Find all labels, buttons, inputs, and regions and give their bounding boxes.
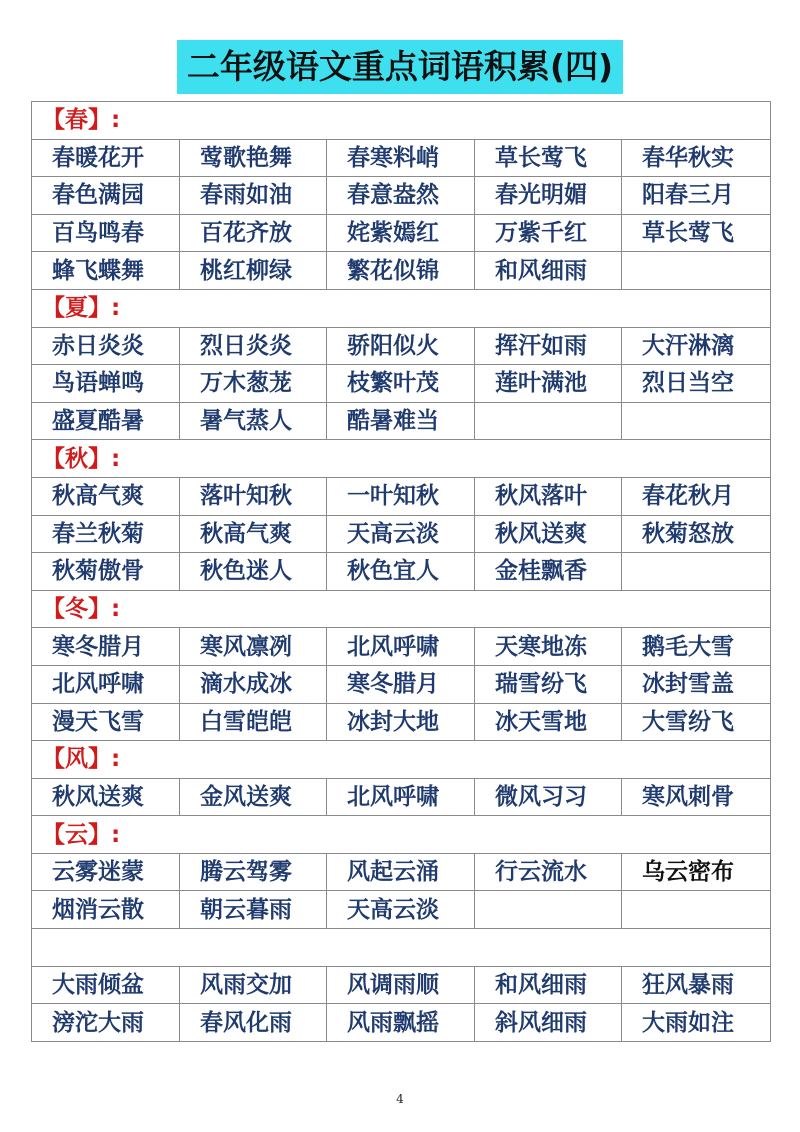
word-cell: 春寒料峭 [327,139,475,177]
word-cell: 微风习习 [475,778,622,816]
word-cell: 秋色宜人 [327,553,475,591]
word-cell: 春意盎然 [327,177,475,215]
section-header-row [32,102,771,140]
word-cell: 风起云涌 [327,853,475,891]
word-cell: 春花秋月 [622,477,771,515]
section-header-row [32,440,771,478]
word-cell: 狂风暴雨 [622,966,771,1004]
word-cell: 天寒地冻 [475,628,622,666]
section-heading: 【夏】: [32,289,771,327]
word-cell: 腾云驾雾 [180,853,327,891]
word-cell: 春色满园 [32,177,180,215]
section-heading: 【春】: [32,102,771,140]
word-cell: 漫天飞雪 [32,703,180,741]
word-cell: 春兰秋菊 [32,515,180,553]
word-cell: 风雨交加 [180,966,327,1004]
word-cell: 桃红柳绿 [180,252,327,290]
word-row [32,966,771,1004]
word-cell: 和风细雨 [475,966,622,1004]
word-cell: 寒风凛冽 [180,628,327,666]
word-cell: 秋风送爽 [32,778,180,816]
word-row [32,402,771,440]
word-row [32,365,771,403]
word-cell: 春暖花开 [32,139,180,177]
word-row [32,891,771,929]
word-cell: 一叶知秋 [327,477,475,515]
word-cell: 春风化雨 [180,1004,327,1042]
word-cell: 瑞雪纷飞 [475,665,622,703]
word-cell: 百鸟鸣春 [32,214,180,252]
word-cell: 鸟语蝉鸣 [32,365,180,403]
word-row [32,477,771,515]
section-heading: 【云】: [32,816,771,854]
word-cell: 风调雨顺 [327,966,475,1004]
word-cell: 天高云淡 [327,891,475,929]
word-cell: 盛夏酷暑 [32,402,180,440]
word-cell: 北风呼啸 [327,778,475,816]
word-cell: 冰封大地 [327,703,475,741]
word-cell: 草长莺飞 [475,139,622,177]
word-row [32,327,771,365]
word-cell: 莲叶满池 [475,365,622,403]
section-header-row [32,816,771,854]
word-cell: 烈日炎炎 [180,327,327,365]
word-cell: 百花齐放 [180,214,327,252]
section-heading [32,929,771,967]
word-cell: 白雪皑皑 [180,703,327,741]
word-cell: 繁花似锦 [327,252,475,290]
word-cell: 落叶知秋 [180,477,327,515]
word-cell: 万紫千红 [475,214,622,252]
word-cell: 大汗淋漓 [622,327,771,365]
word-row [32,665,771,703]
word-cell: 莺歌艳舞 [180,139,327,177]
word-cell: 蜂飞蝶舞 [32,252,180,290]
word-cell: 酷暑难当 [327,402,475,440]
word-cell: 秋风送爽 [475,515,622,553]
word-cell: 行云流水 [475,853,622,891]
word-cell: 骄阳似火 [327,327,475,365]
word-cell: 暑气蒸人 [180,402,327,440]
section-heading: 【冬】: [32,590,771,628]
word-cell: 金风送爽 [180,778,327,816]
word-row [32,703,771,741]
empty-cell [622,252,771,290]
word-cell: 滴水成冰 [180,665,327,703]
section-header-row [32,289,771,327]
word-cell: 和风细雨 [475,252,622,290]
word-cell: 秋色迷人 [180,553,327,591]
word-cell: 秋高气爽 [32,477,180,515]
word-cell: 斜风细雨 [475,1004,622,1042]
word-cell: 天高云淡 [327,515,475,553]
word-cell: 秋高气爽 [180,515,327,553]
word-row [32,139,771,177]
word-row [32,778,771,816]
word-cell: 秋风落叶 [475,477,622,515]
word-cell: 北风呼啸 [32,665,180,703]
word-cell: 云雾迷蒙 [32,853,180,891]
section-header-row [32,590,771,628]
word-cell: 金桂飘香 [475,553,622,591]
word-cell: 阳春三月 [622,177,771,215]
empty-cell [622,402,771,440]
word-cell: 秋菊傲骨 [32,553,180,591]
word-cell: 寒冬腊月 [327,665,475,703]
page-number: 4 [396,1092,404,1106]
word-table [31,101,771,1042]
word-cell: 朝云暮雨 [180,891,327,929]
word-row [32,553,771,591]
word-cell: 风雨飘摇 [327,1004,475,1042]
word-cell: 姹紫嫣红 [327,214,475,252]
page-title: 二年级语文重点词语积累(四) [177,40,623,94]
word-cell: 春雨如油 [180,177,327,215]
word-cell: 大雨倾盆 [32,966,180,1004]
word-cell: 春光明媚 [475,177,622,215]
word-row [32,853,771,891]
word-cell: 草长莺飞 [622,214,771,252]
word-row [32,1004,771,1042]
word-row [32,177,771,215]
word-cell: 北风呼啸 [327,628,475,666]
word-row [32,214,771,252]
word-cell: 大雪纷飞 [622,703,771,741]
word-cell: 鹅毛大雪 [622,628,771,666]
word-cell: 冰天雪地 [475,703,622,741]
section-header-row [32,741,771,779]
empty-cell [475,891,622,929]
word-cell: 滂沱大雨 [32,1004,180,1042]
section-heading: 【风】: [32,741,771,779]
word-cell: 春华秋实 [622,139,771,177]
empty-cell [475,402,622,440]
word-cell: 烟消云散 [32,891,180,929]
empty-cell [622,553,771,591]
word-row [32,515,771,553]
section-heading: 【秋】: [32,440,771,478]
word-cell: 秋菊怒放 [622,515,771,553]
word-cell: 冰封雪盖 [622,665,771,703]
word-cell: 寒风刺骨 [622,778,771,816]
word-cell: 赤日炎炎 [32,327,180,365]
word-row [32,628,771,666]
word-cell: 枝繁叶茂 [327,365,475,403]
section-header-row [32,929,771,967]
word-cell: 万木葱茏 [180,365,327,403]
word-cell: 乌云密布 [622,853,771,891]
word-cell: 大雨如注 [622,1004,771,1042]
word-row [32,252,771,290]
word-cell: 寒冬腊月 [32,628,180,666]
empty-cell [622,891,771,929]
word-cell: 挥汗如雨 [475,327,622,365]
word-cell: 烈日当空 [622,365,771,403]
